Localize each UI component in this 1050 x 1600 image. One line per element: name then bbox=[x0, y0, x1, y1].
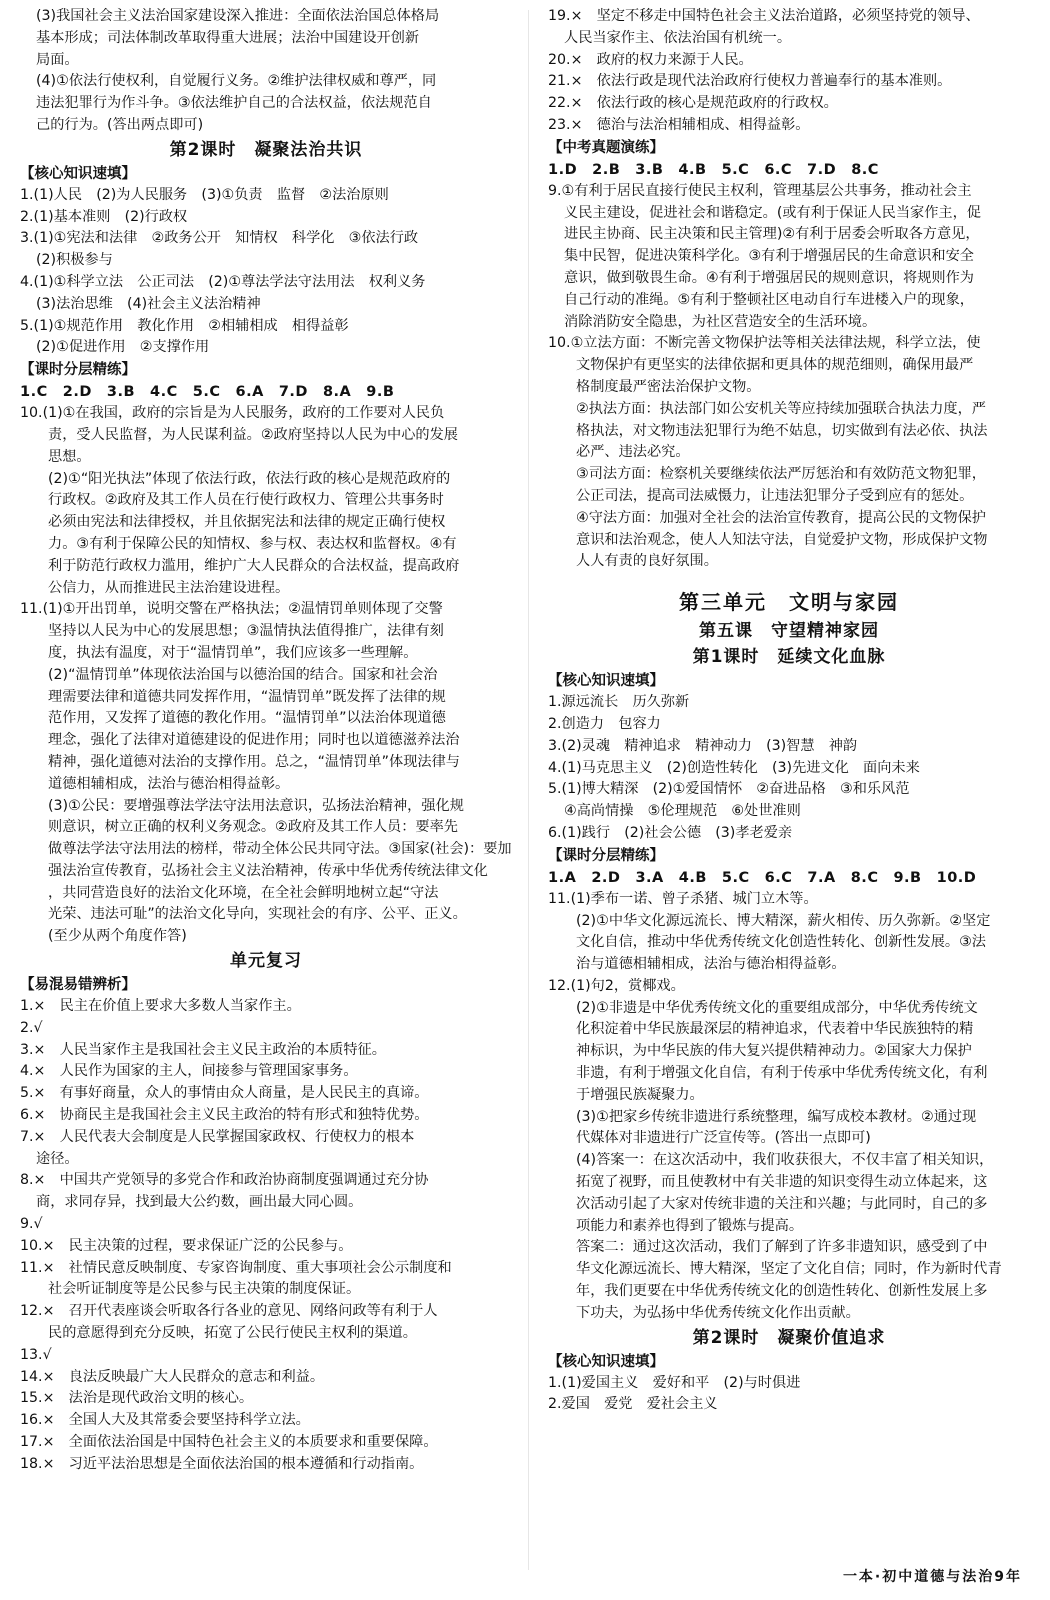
text-line: 5.(1)博大精深 (2)①爱国情怀 ②奋进品格 ③和乐风范 bbox=[548, 781, 910, 798]
text-line: 2.(1)基本准则 (2)行政权 bbox=[20, 208, 188, 225]
text-line: 范作用，又发挥了道德的教化作用。“温情罚单”以法治体现道德 bbox=[48, 710, 446, 727]
text-line: 违法犯罪行为作斗争。③依法维护自己的合法权益，依法规范自 bbox=[36, 95, 432, 112]
text-line: 3.× 人民当家作主是我国社会主义民主政治的本质特征。 bbox=[20, 1041, 386, 1058]
text-line: 民的意愿得到充分反映，拓宽了公民行使民主权利的渠道。 bbox=[48, 1325, 417, 1342]
text-line: (2)“温情罚单”体现依法治国与以德治国的结合。国家和社会治 bbox=[48, 666, 438, 683]
text-line: 5.× 有事好商量，众人的事情由众人商量，是人民民主的真谛。 bbox=[20, 1085, 429, 1102]
right-column bbox=[548, 6, 1030, 1416]
text-line: 18.× 习近平法治思想是全面依法治国的根本遵循和行动指南。 bbox=[20, 1455, 424, 1472]
section-label: 【课时分层精练】 bbox=[548, 847, 664, 864]
text-line: 度，执法有温度，对于“温情罚单”，我们应该多一些理解。 bbox=[48, 644, 418, 661]
text-line: (2)①中华文化源远流长、博大精深，薪火相传、历久弥新。②坚定 bbox=[576, 912, 991, 929]
text-line: 光荣、违法可耻”的法治文化导向，实现社会的有序、公平、正义。 bbox=[48, 906, 467, 923]
text-line: 4.(1)①科学立法 公正司法 (2)①尊法学法守法用法 权利义务 bbox=[20, 273, 426, 290]
text-line: 坚持以人民为中心的发展思想；③温情执法值得推广，法律有刻 bbox=[48, 623, 444, 640]
text-line: 11.(1)季布一诺、曾子杀猪、城门立木等。 bbox=[548, 890, 818, 907]
text-line: 途径。 bbox=[36, 1150, 79, 1167]
text-line: ③司法方面：检察机关要继续依法严厉惩治和有效防范文物犯罪， bbox=[576, 466, 986, 483]
text-line: 1.源远流长 历久弥新 bbox=[548, 694, 690, 711]
text-line: 2.爱国 爱党 爱社会主义 bbox=[548, 1396, 718, 1413]
text-line: 神标识，为中华民族的伟大复兴提供精神动力。②国家大力保护 bbox=[576, 1043, 972, 1060]
text-line: 道德相辅相成，法治与德治相得益彰。 bbox=[48, 775, 290, 792]
text-line: ④高尚情操 ⑤伦理规范 ⑥处世准则 bbox=[564, 803, 801, 820]
text-line: 6.(1)践行 (2)社会公德 (3)孝老爱亲 bbox=[548, 824, 793, 841]
text-line: (2)积极参与 bbox=[36, 252, 113, 269]
lesson-heading: 第2课时 凝聚法治共识 bbox=[169, 139, 363, 160]
page-footer: 一本·初中道德与法治9年 bbox=[842, 1569, 1022, 1585]
text-line: 9.√ bbox=[20, 1216, 43, 1233]
choice-answers: 1.A 2.D 3.A 4.B 5.C 6.C 7.A 8.C 9.B 10.D bbox=[548, 869, 977, 886]
text-line: (3)①把家乡传统非遗进行系统整理，编写成校本教材。②通过现 bbox=[576, 1108, 977, 1125]
choice-answers: 1.C 2.D 3.B 4.C 5.C 6.A 7.D 8.A 9.B bbox=[20, 384, 395, 401]
text-line: 理需要法律和道德共同发挥作用，“温情罚单”既发挥了法律的规 bbox=[48, 688, 446, 705]
text-line: 9.①有利于居民直接行使民主权利，管理基层公共事务，推动社会主 bbox=[548, 182, 972, 199]
text-line: 1.× 民主在价值上要求大多数人当家作主。 bbox=[20, 998, 301, 1015]
lesson-heading: 单元复习 bbox=[230, 951, 302, 972]
text-line: 3.(1)①宪法和法律 ②政务公开 知情权 科学化 ③依法行政 bbox=[20, 230, 419, 247]
text-line: (2)①非遗是中华优秀传统文化的重要组成部分，中华优秀传统文 bbox=[576, 999, 978, 1016]
text-line: 于增强民族凝聚力。 bbox=[576, 1086, 704, 1103]
text-line: 21.× 依法行政是现代法治政府行使权力普遍奉行的基本准则。 bbox=[548, 73, 952, 90]
text-line: 力。③有利于保障公民的知情权、参与权、表达权和监督权。④有 bbox=[48, 535, 457, 552]
lesson-heading: 第1课时 延续文化血脉 bbox=[692, 647, 886, 668]
text-line: 答案二：通过这次活动，我们了解到了许多非遗知识，感受到了中 bbox=[576, 1239, 988, 1256]
text-line: 必须由宪法和法律授权，并且依据宪法和法律的规定正确行使权 bbox=[48, 514, 446, 531]
text-line: 治与道德相辅相成，法治与德治相得益彰。 bbox=[576, 956, 846, 973]
text-line: 商，求同存异，找到最大公约数，画出最大同心圆。 bbox=[36, 1194, 363, 1211]
text-line: 文物保护有更坚实的法律依据和更具体的规范细则，确保用最严 bbox=[576, 357, 974, 374]
text-line: 利于防范行政权力滥用，维护广大人民群众的合法权益，提高政府 bbox=[48, 557, 460, 574]
text-line: ，共同营造良好的法治文化环境，在全社会鲜明地树立起“守法 bbox=[48, 884, 439, 901]
text-line: 公信力，从而推进民主法治建设进程。 bbox=[48, 579, 290, 596]
text-line: 思想。 bbox=[48, 448, 91, 465]
section-label: 【核心知识速填】 bbox=[20, 165, 136, 182]
text-line: 10.(1)①在我国，政府的宗旨是为人民服务，政府的工作要对人民负 bbox=[20, 405, 445, 422]
text-line: 化积淀着中华民族最深层的精神追求，代表着中华民族独特的精 bbox=[576, 1021, 974, 1038]
text-line: 1.(1)爱国主义 爱好和平 (2)与时俱进 bbox=[548, 1374, 801, 1391]
text-line: (4)答案一：在这次活动中，我们收获很大，不仅丰富了相关知识， bbox=[576, 1152, 994, 1169]
text-line: 则意识，树立正确的权利义务观念。②政府及其工作人员：要率先 bbox=[48, 819, 458, 836]
text-line: 非遗，有利于增强文化自信，有利于传承中华优秀传统文化，有利 bbox=[576, 1065, 988, 1082]
text-line: 理念，强化了法律对道德建设的促进作用；同时也以道德滋养法治 bbox=[48, 732, 460, 749]
text-line: 基本形成；司法体制改革取得重大进展；法治中国建设开创新 bbox=[36, 29, 420, 46]
text-line: 项能力和素养也得到了锻炼与提高。 bbox=[576, 1217, 804, 1234]
text-line: 11.× 社情民意反映制度、专家咨询制度、重大事项社会公示制度和 bbox=[20, 1259, 452, 1276]
text-line: 2.√ bbox=[20, 1019, 43, 1036]
text-line: 格制度最严密法治保护文物。 bbox=[576, 378, 761, 395]
text-line: ②执法方面：执法部门如公安机关等应持续加强联合执法力度，严 bbox=[576, 400, 986, 417]
text-line: 13.√ bbox=[20, 1346, 52, 1363]
text-line: 局面。 bbox=[36, 51, 79, 68]
text-line: 自己行动的准绳。⑤有利于整顿社区电动自行车进楼入户的现象， bbox=[564, 291, 974, 308]
text-line: 11.(1)①开出罚单，说明交警在严格执法；②温情罚单则体现了交警 bbox=[20, 601, 443, 618]
text-line: 15.× 法治是现代政治文明的核心。 bbox=[20, 1390, 254, 1407]
text-line: 5.(1)①规范作用 教化作用 ②相辅相成 相得益彰 bbox=[20, 317, 349, 334]
text-line: 23.× 德治与法治相辅相成、相得益彰。 bbox=[548, 116, 810, 133]
text-line: 必严、违法必究。 bbox=[576, 444, 690, 461]
left-column bbox=[20, 6, 512, 1476]
choice-answers: 1.D 2.B 3.B 4.B 5.C 6.C 7.D 8.C bbox=[548, 161, 879, 178]
text-line: 22.× 依法行政的核心是规范政府的行政权。 bbox=[548, 95, 838, 112]
column-divider bbox=[528, 10, 529, 1570]
text-line: ④守法方面：加强对全社会的法治宣传教育，提高公民的文物保护 bbox=[576, 509, 986, 526]
text-line: 强法治宣传教育，弘扬社会主义法治精神，传承中华优秀传统法律文化 bbox=[48, 862, 488, 879]
text-line: 意识和法治观念，使人人知法守法，自觉爱护文物，形成保护文物 bbox=[576, 531, 988, 548]
text-line: 2.创造力 包容力 bbox=[548, 715, 661, 732]
section-label: 【中考真题演练】 bbox=[548, 139, 664, 156]
text-line: 华文化源远流长、博大精深，坚定了文化自信；同时，作为新时代青 bbox=[576, 1261, 1002, 1278]
text-line: 12.× 召开代表座谈会听取各行各业的意见、网络问政等有利于人 bbox=[20, 1303, 438, 1320]
text-line: 4.(1)马克思主义 (2)创造性转化 (3)先进文化 面向未来 bbox=[548, 759, 920, 776]
text-line: 7.× 人民代表大会制度是人民掌握国家政权、行使权力的根本 bbox=[20, 1128, 415, 1145]
text-line: 社会听证制度等是公民参与民主决策的制度保证。 bbox=[48, 1281, 361, 1298]
text-line: 人人有责的良好氛围。 bbox=[576, 553, 718, 570]
text-line: 消除消防安全隐患，为社区营造安全的生活环境。 bbox=[564, 313, 877, 330]
text-line: 格执法，对文物违法犯罪行为绝不姑息，切实做到有法必依、执法 bbox=[576, 422, 988, 439]
text-line: 8.× 中国共产党领导的多党合作和政治协商制度强调通过充分协 bbox=[20, 1172, 429, 1189]
text-line: 责，受人民监督，为人民谋利益。②政府坚持以人民为中心的发展 bbox=[48, 426, 458, 443]
text-line: 进民主协商、民主决策和民主管理)②有利于居委会听取各方意见， bbox=[564, 226, 980, 243]
text-line: 拓宽了视野，而且使教材中有关非遗的知识变得生动立体起来，这 bbox=[576, 1174, 988, 1191]
text-line: 公正司法，提高司法威慑力，让违法犯罪分子受到应有的惩处。 bbox=[576, 487, 974, 504]
section-label: 【易混易错辨析】 bbox=[20, 977, 136, 994]
text-line: 3.(2)灵魂 精神追求 精神动力 (3)智慧 神韵 bbox=[548, 737, 858, 754]
text-line: 行政权。②政府及其工作人员在行使行政权力、管理公共事务时 bbox=[48, 492, 444, 509]
text-line: 次活动引起了大家对传统非遗的关注和兴趣；与此同时，自己的多 bbox=[576, 1195, 988, 1212]
text-line: 集中民智，促进决策科学化。③有利于增强居民的生命意识和安全 bbox=[564, 248, 974, 265]
text-line: 12.(1)句2，赏椰戏。 bbox=[548, 977, 685, 994]
text-line: 己的行为。(答出两点即可) bbox=[36, 116, 204, 133]
text-line: (3)法治思维 (4)社会主义法治精神 bbox=[36, 295, 261, 312]
text-line: (至少从两个角度作答) bbox=[48, 928, 187, 945]
lesson-heading: 第五课 守望精神家园 bbox=[699, 621, 879, 642]
lesson-heading: 第2课时 凝聚价值追求 bbox=[692, 1327, 886, 1348]
section-label: 【课时分层精练】 bbox=[20, 362, 136, 379]
text-line: 16.× 全国人大及其常委会要坚持科学立法。 bbox=[20, 1412, 310, 1429]
text-line: 10.①立法方面：不断完善文物保护法等相关法律法规，科学立法，使 bbox=[548, 335, 981, 352]
text-line: (4)①依法行使权利，自觉履行义务。②维护法律权威和尊严，同 bbox=[36, 73, 437, 90]
text-line: 4.× 人民作为国家的主人，间接参与管理国家事务。 bbox=[20, 1063, 358, 1080]
text-line: (2)①“阳光执法”体现了依法行政，依法行政的核心是规范政府的 bbox=[48, 470, 451, 487]
text-line: 下功夫，为弘扬中华优秀传统文化作出贡献。 bbox=[576, 1304, 860, 1321]
text-line: 20.× 政府的权力来源于人民。 bbox=[548, 51, 753, 68]
text-line: 代媒体对非遗进行广泛宣传等。(答出一点即可) bbox=[576, 1130, 871, 1147]
text-line: 年，我们更要在中华优秀传统文化的创造性转化、创新性发展上多 bbox=[576, 1283, 988, 1300]
text-line: 17.× 全面依法治国是中国特色社会主义的本质要求和重要保障。 bbox=[20, 1434, 438, 1451]
text-line: 做尊法学法守法用法的榜样，带动全体公民共同守法。③国家(社会)：要加 bbox=[48, 841, 512, 858]
text-line: 1.(1)人民 (2)为人民服务 (3)①负责 监督 ②法治原则 bbox=[20, 186, 389, 203]
text-line: (2)①促进作用 ②支撑作用 bbox=[36, 339, 210, 356]
text-line: 义民主建设，促进社会和谐稳定。(或有利于保证人民当家作主，促 bbox=[564, 204, 981, 221]
spacer bbox=[548, 573, 1030, 587]
section-label: 【核心知识速填】 bbox=[548, 1353, 664, 1370]
text-line: 人民当家作主、依法治国有机统一。 bbox=[564, 29, 792, 46]
text-line: (3)①公民：要增强尊法学法守法用法意识，弘扬法治精神，强化规 bbox=[48, 797, 464, 814]
text-line: 14.× 良法反映最广大人民群众的意志和利益。 bbox=[20, 1368, 325, 1385]
text-line: 6.× 协商民主是我国社会主义民主政治的特有形式和独特优势。 bbox=[20, 1107, 429, 1124]
text-line: 精神，强化道德对法治的支撑作用。总之，“温情罚单”体现法律与 bbox=[48, 753, 460, 770]
text-line: 10.× 民主决策的过程，要求保证广泛的公民参与。 bbox=[20, 1237, 353, 1254]
unit-heading: 第三单元 文明与家园 bbox=[679, 590, 899, 615]
section-label: 【核心知识速填】 bbox=[548, 673, 664, 690]
text-line: 文化自信，推动中华优秀传统文化创造性转化、创新性发展。③法 bbox=[576, 934, 986, 951]
text-line: 意识，做到敬畏生命。④有利于增强居民的规则意识，将规则作为 bbox=[564, 269, 974, 286]
text-line: 19.× 坚定不移走中国特色社会主义法治道路，必须坚持党的领导、 bbox=[548, 8, 980, 24]
text-line: (3)我国社会主义法治国家建设深入推进：全面依法治国总体格局 bbox=[36, 8, 440, 24]
